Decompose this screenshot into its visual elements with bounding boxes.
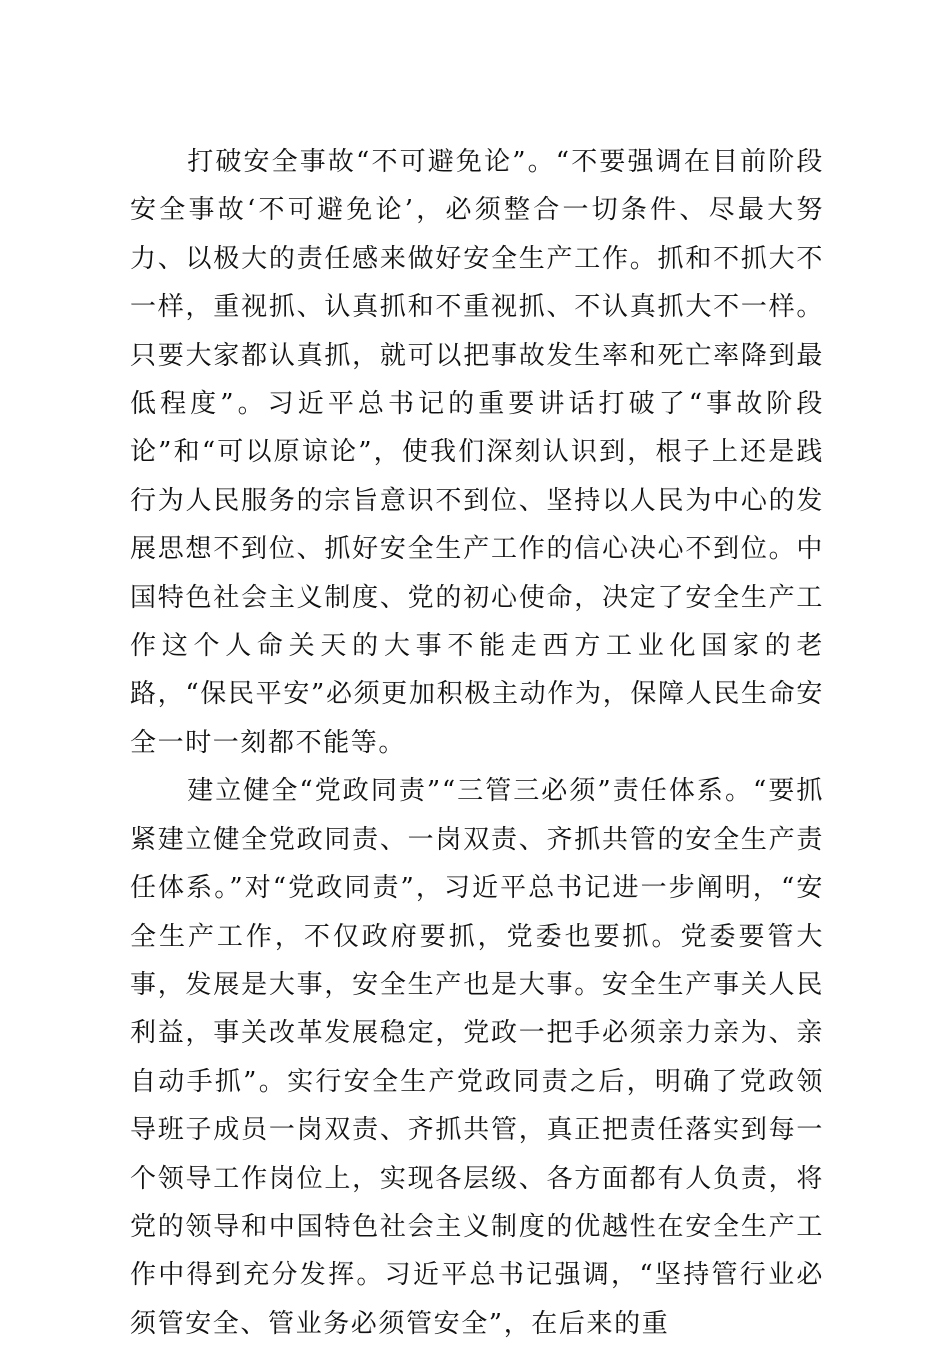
document-body (130, 138, 824, 1348)
paragraph-safety-accidents: 打破安全事故“不可避免论”。“不要强调在目前阶段安全事故‘不可避免论’，必须整合一切条件、尽最大努力、以极大的责任感来做好安全生产工作。抓和不抓大不一样，重视抓、认真抓和不重视抓、不认真抓大不一样。只要大家都认真抓，就可以把事故发生率和死亡率降到最低程度”。习近平总书记的重要讲话打破了“事故阶段论”和“可以原谅论”，使我们深刻认识到，根子上还是践行为人民服务的宗旨意识不到位、坚持以人民为中心的发展思想不到位、抓好安全生产工作的信心决心不到位。中国特色社会主义制度、党的初心使命，决定了安全生产工作这个人命关天的大事不能走西方工业化国家的老路，“保民平安”必须更加积极主动作为，保障人民生命安全一时一刻都不能等。 (130, 147, 824, 758)
paragraph-responsibility-system: 建立健全“党政同责”“三管三必须”责任体系。“要抓紧建立健全党政同责、一岗双责、齐抓共管的安全生产责任体系。”对“党政同责”，习近平总书记进一步阐明，“安全生产工作，不仅政府要抓，党委也要抓。党委要管大事，发展是大事，安全生产也是大事。安全生产事关人民利益，事关改革发展稳定，党政一把手必须亲力亲为、亲自动手抓”。实行安全生产党政同责之后，明确了党政领导班子成员一岗双责、齐抓共管，真正把责任落实到每一个领导工作岗位上，实现各层级、各方面都有人负责，将党的领导和中国特色社会主义制度的优越性在安全生产工作中得到充分发挥。习近平总书记强调，“坚持管行业必须管安全、管业务必须管安全”，在后来的重 (130, 776, 824, 1339)
